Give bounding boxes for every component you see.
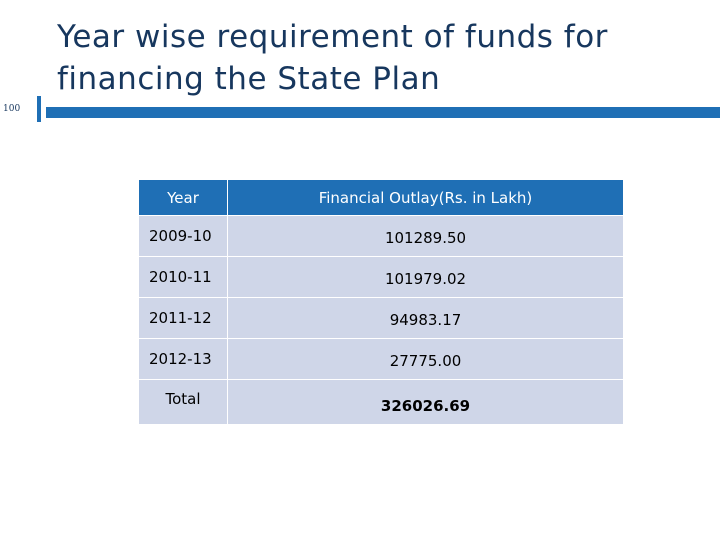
cell-year: 2009-10 (139, 216, 228, 257)
header-year: Year (139, 180, 228, 216)
table-total-row (139, 380, 623, 425)
header-outlay: Financial Outlay(Rs. in Lakh) (228, 180, 624, 216)
table-row (139, 216, 623, 257)
table-row (139, 339, 623, 380)
header-accent-bar (46, 107, 720, 118)
table-header-row (139, 180, 623, 216)
cell-outlay: 101289.50 (228, 216, 624, 257)
funds-table (139, 180, 623, 424)
slide-title-line-2: financing the State Plan (57, 61, 441, 97)
table-row (139, 257, 623, 298)
table-row (139, 298, 623, 339)
cell-total-outlay: 326026.69 (228, 380, 624, 425)
cell-total-label: Total (139, 380, 228, 425)
cell-year: 2011-12 (139, 298, 228, 339)
cell-outlay: 94983.17 (228, 298, 624, 339)
slide-number: 100 (0, 96, 41, 122)
slide-title-line-1: Year wise requirement of funds for (57, 19, 608, 55)
slide-title (57, 16, 608, 100)
cell-year: 2012-13 (139, 339, 228, 380)
cell-year: 2010-11 (139, 257, 228, 298)
cell-outlay: 101979.02 (228, 257, 624, 298)
cell-outlay: 27775.00 (228, 339, 624, 380)
